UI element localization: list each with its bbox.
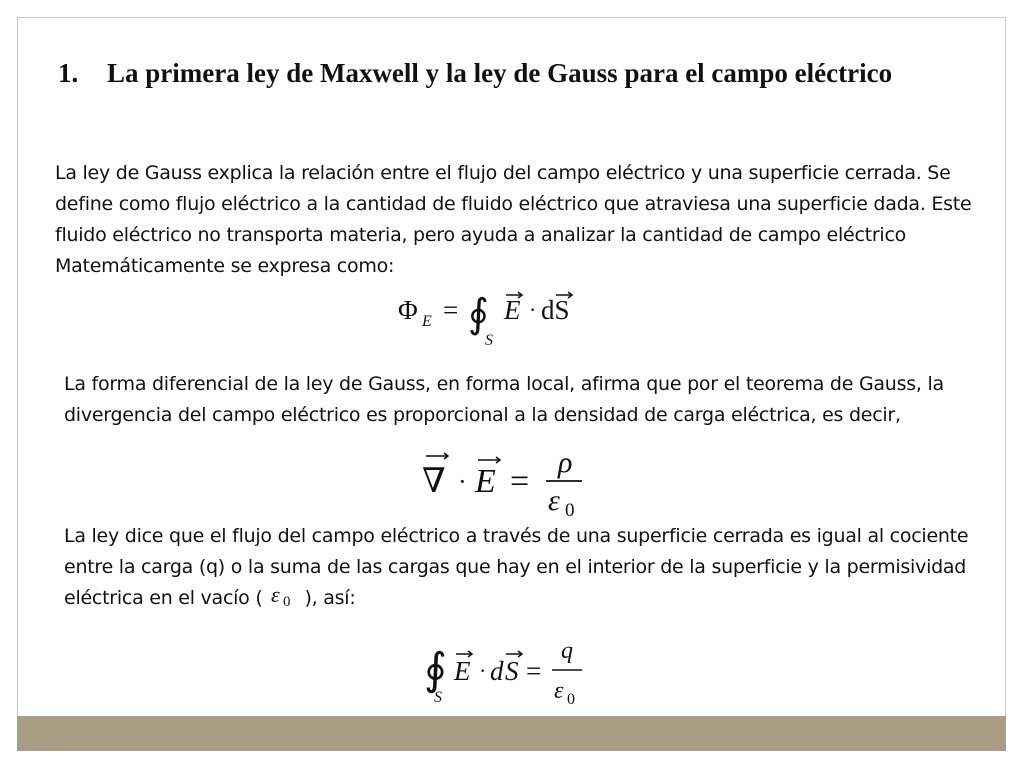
paragraph-integral-law bbox=[64, 521, 984, 614]
eq3-field: E bbox=[454, 656, 471, 686]
eq3-surface-sub: S bbox=[434, 689, 442, 706]
eq2-field: E bbox=[475, 463, 496, 500]
eq1-phi: Φ bbox=[398, 295, 418, 325]
eq3-numerator: q bbox=[561, 638, 573, 664]
slide-footer-bar bbox=[17, 716, 1006, 751]
eq3-integral: ∮ bbox=[424, 645, 447, 694]
inline-eps-symbol: ε bbox=[270, 585, 279, 607]
eq2-nabla: ∇ bbox=[422, 463, 446, 500]
eq3-area: S bbox=[505, 656, 519, 686]
eq2-numerator: ρ bbox=[558, 446, 573, 479]
equation-divergence bbox=[420, 442, 600, 521]
equation-integral-form bbox=[424, 634, 594, 710]
eq1-dot: · bbox=[529, 297, 537, 322]
title-text: La primera ley de Maxwell y la ley de Gauss para el campo eléctrico bbox=[107, 58, 893, 88]
inline-eps-sub: 0 bbox=[282, 594, 290, 607]
eq1-area: dS bbox=[541, 295, 570, 325]
eq1-integral: ∮ bbox=[468, 291, 489, 336]
eq1-equals: = bbox=[443, 295, 459, 325]
eq2-equals: = bbox=[510, 463, 530, 500]
paragraph-integral-law-tail: ), así: bbox=[304, 587, 356, 609]
eq2-dot: · bbox=[458, 467, 467, 496]
inline-permittivity-symbol bbox=[263, 585, 305, 607]
title-number: 1. bbox=[58, 58, 79, 88]
eq2-denominator: ε bbox=[548, 484, 560, 517]
eq1-phi-sub: E bbox=[422, 313, 432, 330]
eq2-denominator-sub: 0 bbox=[565, 500, 575, 521]
eq3-denominator-sub: 0 bbox=[567, 691, 575, 708]
eq3-denominator: ε bbox=[554, 678, 564, 704]
eq1-field: E bbox=[504, 295, 521, 325]
eq1-surface-sub: S bbox=[485, 332, 493, 349]
paragraph-integral-law-text: La ley dice que el flujo del campo eléctrico a través de una superficie cerrada es igual al cociente entre la carga (q) o la suma de las cargas que hay en el interior de la superficie y la permisividad eléctrica en el vacío ( bbox=[64, 525, 969, 609]
eq3-equals: = bbox=[526, 656, 542, 686]
equation-flux bbox=[396, 285, 586, 349]
slide-title bbox=[58, 57, 968, 89]
eq3-d: d bbox=[490, 656, 504, 686]
paragraph-differential-form: La forma diferencial de la ley de Gauss, en forma local, afirma que por el teorema de Gauss, la divergencia del campo eléctrico es proporcional a la densidad de carga eléctrica, es decir, bbox=[64, 373, 944, 426]
eq3-dot: · bbox=[479, 658, 487, 683]
paragraph-gauss-flux: La ley de Gauss explica la relación entre el flujo del campo eléctrico y una superficie cerrada. Se define como flujo eléctrico a la cantidad de fluido eléctrico que atraviesa una superficie dada. Este fluido eléctrico no transporta materia, pero ayuda a analizar la cantidad de campo eléctrico Matemáticamente se expresa como: bbox=[55, 162, 972, 277]
